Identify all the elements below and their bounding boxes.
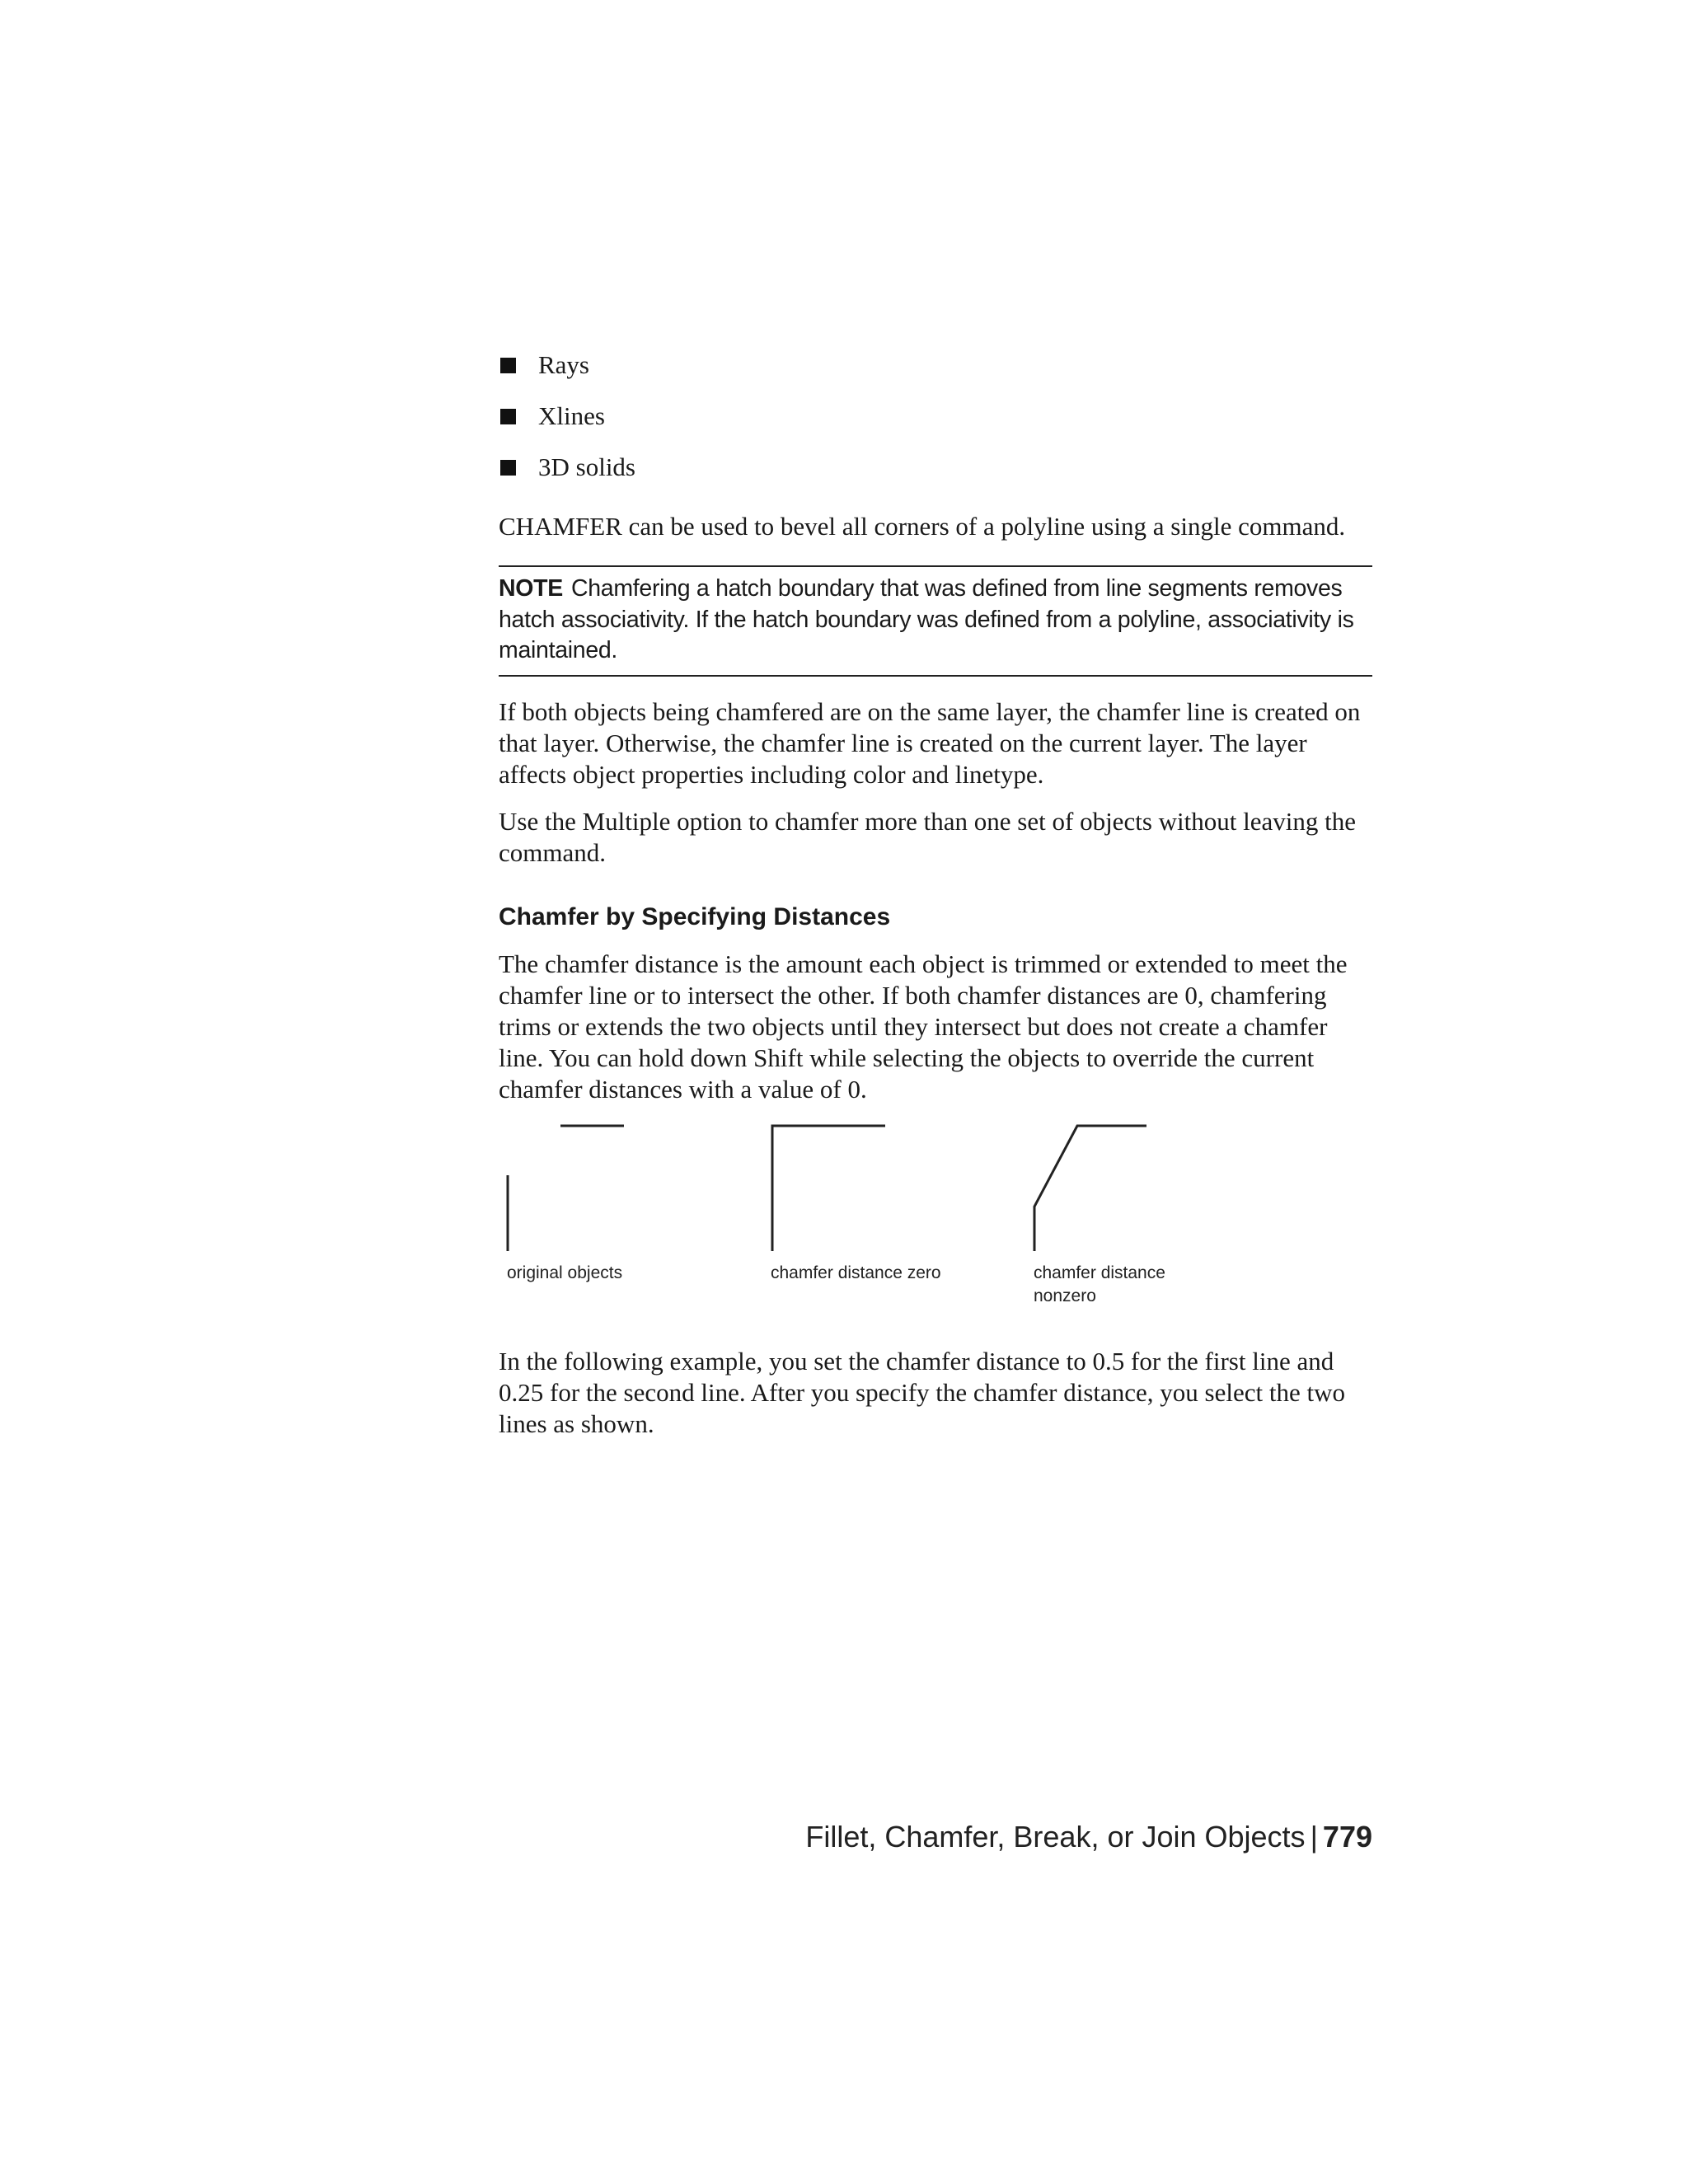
- paragraph-example: In the following example, you set the chamfer distance to 0.5 for the first line and 0.25 for the second line. After you specify the chamfer distance, you select the two lines as shown.: [499, 1346, 1345, 1438]
- chamfer-diagram: [499, 1122, 1372, 1270]
- chamfer-zero-corner: [772, 1126, 885, 1251]
- page-content: [499, 340, 1372, 1440]
- section-heading: Chamfer by Specifying Distances: [499, 902, 891, 930]
- page-footer: [805, 1820, 1372, 1854]
- label-chamfer-nonzero: [1034, 1262, 1165, 1308]
- label-chamfer-nonzero-line2: nonzero: [1034, 1286, 1096, 1305]
- paragraph-chamfer-polyline: CHAMFER can be used to bevel all corners of a polyline using a single command.: [499, 512, 1346, 541]
- object-type-list: [499, 340, 1372, 493]
- note-label: NOTE: [499, 575, 563, 602]
- bullet-square-icon: [500, 358, 516, 373]
- label-original-objects: original objects: [507, 1263, 623, 1282]
- note-box: [499, 565, 1372, 677]
- label-chamfer-zero: chamfer distance zero: [771, 1263, 941, 1282]
- footer-chapter-title: Fillet, Chamfer, Break, or Join Objects: [805, 1820, 1306, 1854]
- footer-separator: |: [1310, 1820, 1318, 1854]
- list-item-text: Xlines: [538, 401, 605, 430]
- list-item: [499, 391, 1372, 442]
- list-item: [499, 340, 1372, 391]
- page-number: 779: [1322, 1820, 1372, 1854]
- list-item-text: 3D solids: [538, 452, 635, 481]
- chamfer-nonzero-corner: [1034, 1126, 1146, 1251]
- bullet-square-icon: [500, 460, 516, 476]
- paragraph-distance: The chamfer distance is the amount each object is trimmed or extended to meet the chamfer line or to intersect the other. If both chamfer distances are 0, chamfering trims or extends the two objects until they intersect but does not create a chamfer line. You can hold down Shift while selecting the objects to override the current chamfer distances with a value of 0.: [499, 949, 1348, 1104]
- note-text: Chamfering a hatch boundary that was defined from line segments removes hatch associativity. If the hatch boundary was defined from a polyline, associativity is maintained.: [499, 575, 1354, 663]
- label-chamfer-nonzero-line1: chamfer distance: [1034, 1263, 1165, 1282]
- bullet-square-icon: [500, 409, 516, 424]
- chamfer-figure: [499, 1122, 1372, 1328]
- list-item-text: Rays: [538, 350, 589, 379]
- list-item: [499, 442, 1372, 493]
- paragraph-multiple: Use the Multiple option to chamfer more than one set of objects without leaving the command.: [499, 806, 1356, 867]
- paragraph-layer: If both objects being chamfered are on the same layer, the chamfer line is created on that layer. Otherwise, the chamfer line is created on the current layer. The layer affects object properties including color and linetype.: [499, 696, 1361, 789]
